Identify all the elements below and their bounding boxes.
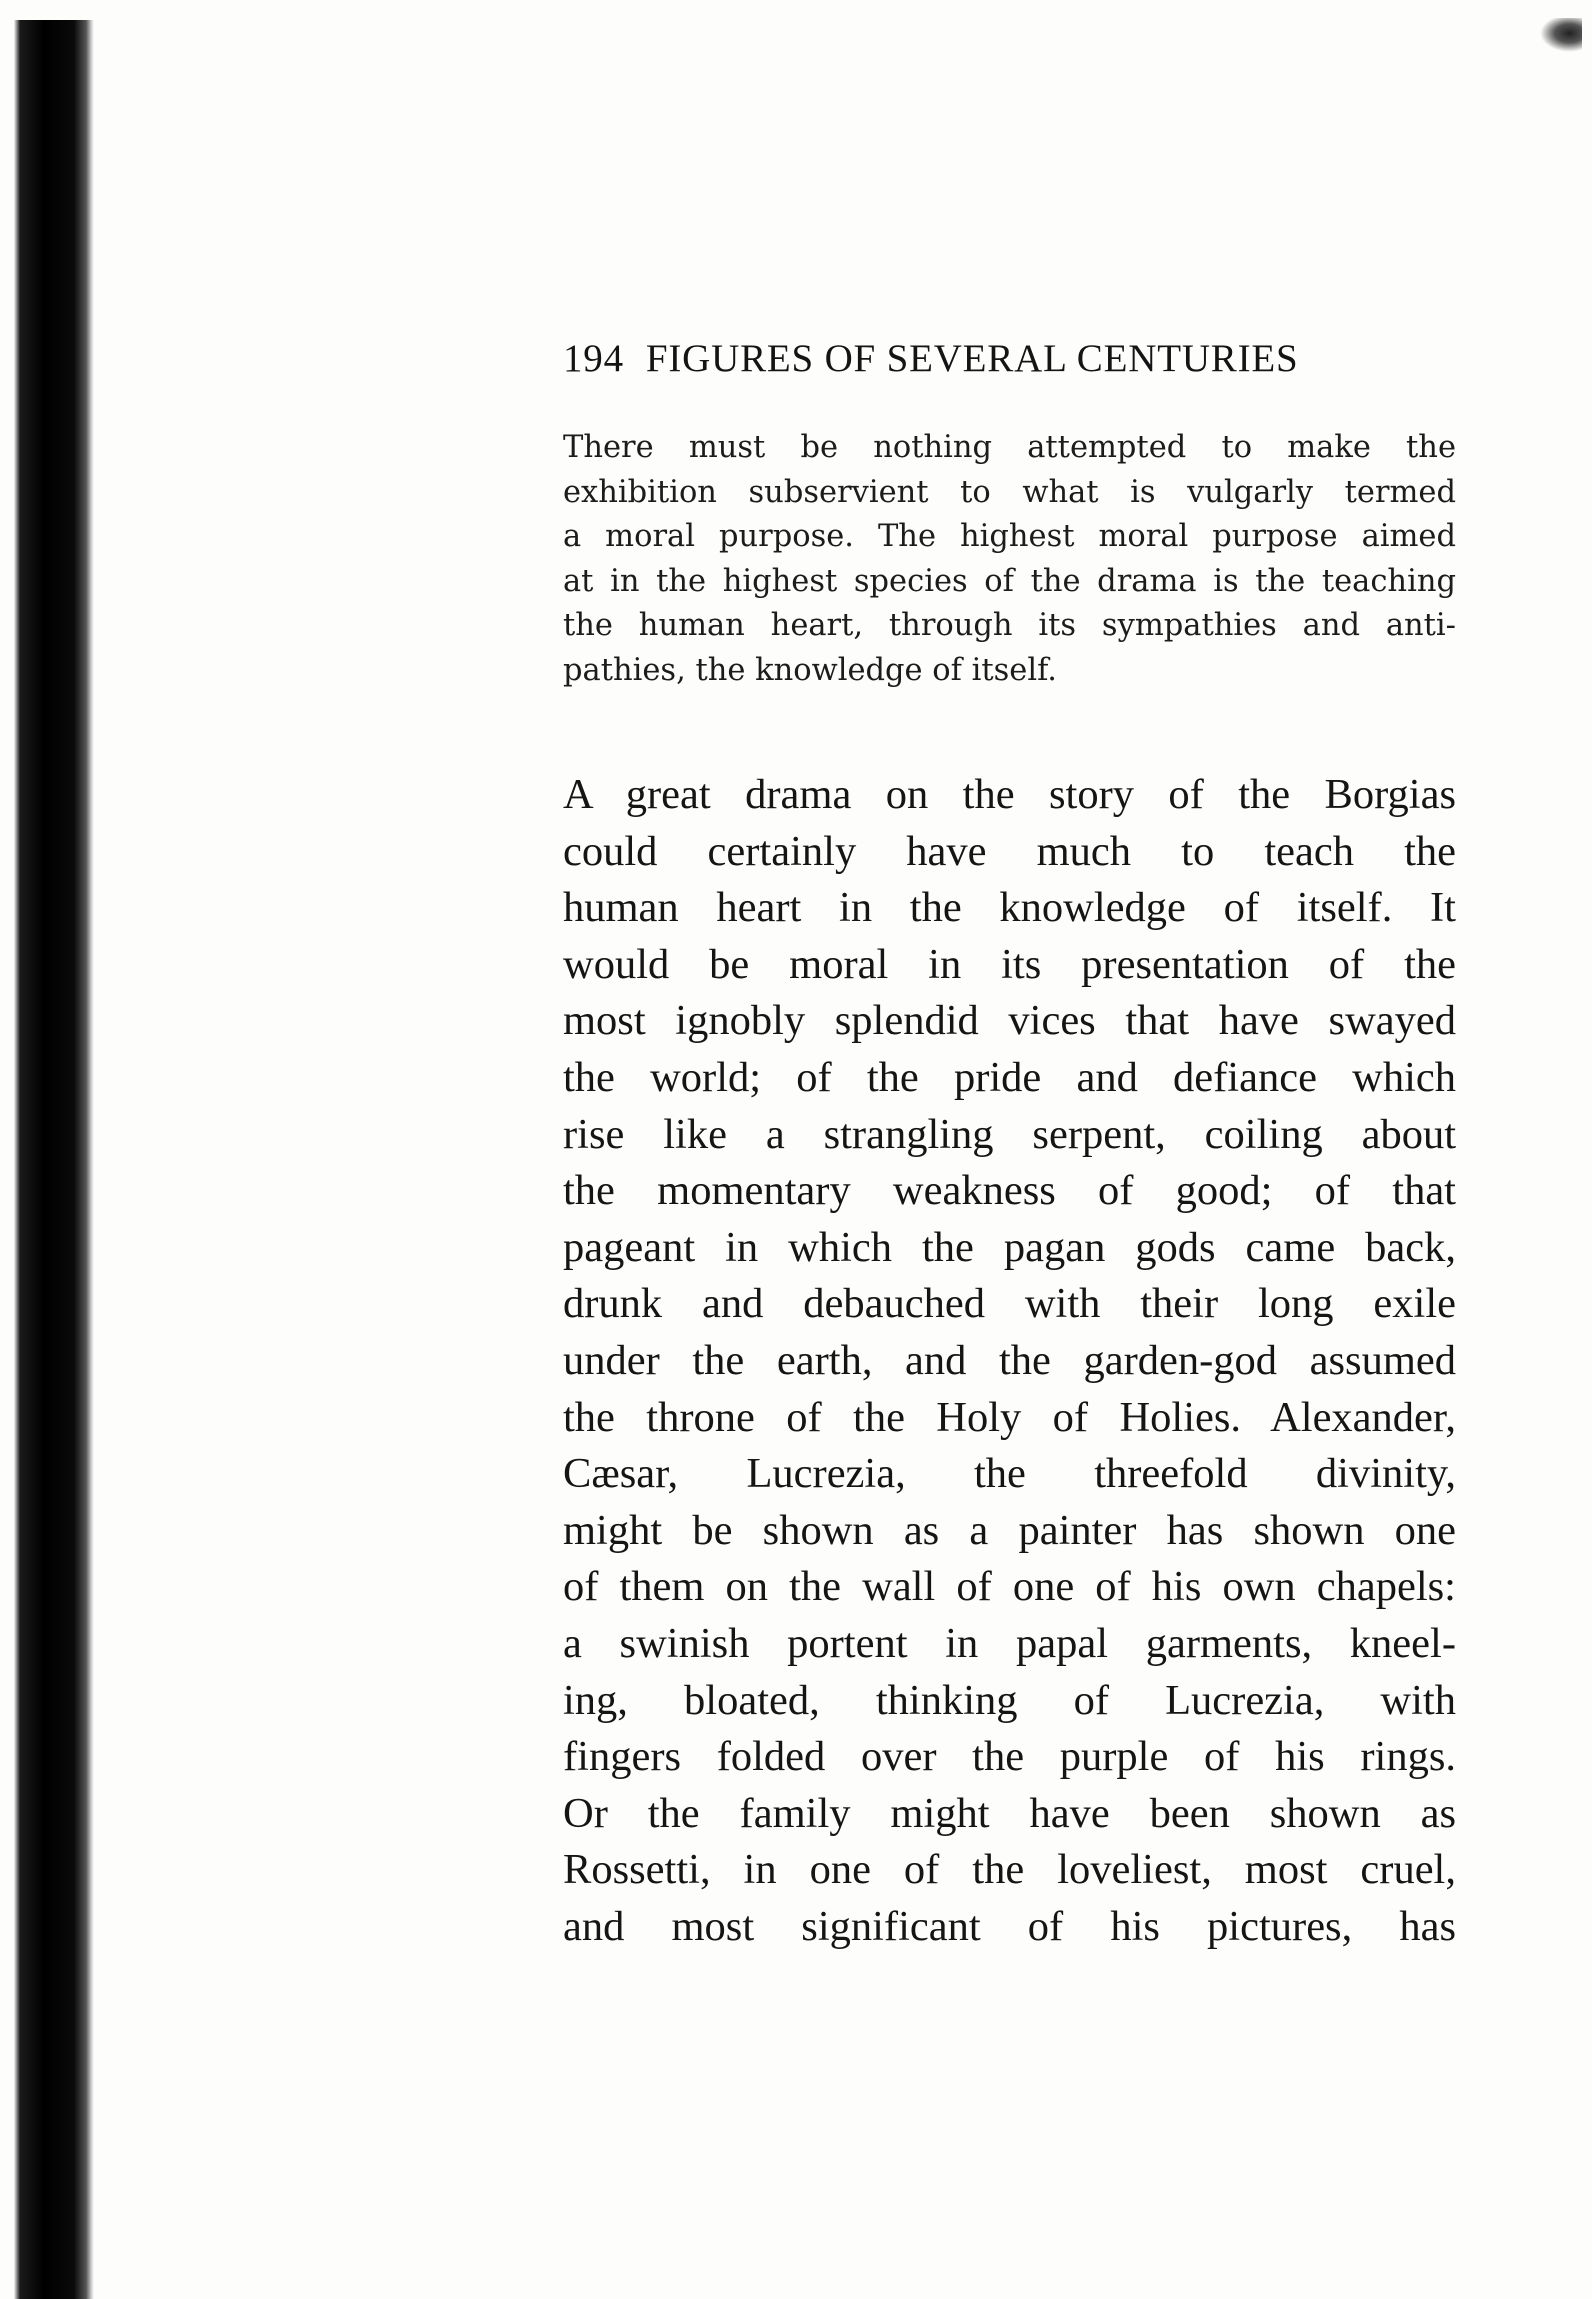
body-line: rise like a strangling serpent, coiling about [563, 1110, 1456, 1158]
body-line: Cæsar, Lucrezia, the threefold divinity, [563, 1450, 1456, 1498]
quote-line: a moral purpose. The highest moral purpose aimed [563, 519, 1456, 555]
body-line: and most significant of his pictures, has [563, 1902, 1456, 1950]
quote-line: the human heart, through its sympathies and anti- [563, 608, 1456, 644]
body-line: ing, bloated, thinking of Lucrezia, with [563, 1676, 1456, 1724]
body-line: might be shown as a painter has shown one [563, 1506, 1456, 1554]
body-line: Or the family might have been shown as [563, 1789, 1456, 1837]
body-line: fingers folded over the purple of his rings. [563, 1733, 1456, 1781]
body-line: most ignobly splendid vices that have swayed [563, 997, 1456, 1045]
binding-shadow [14, 20, 94, 2299]
body-line: drunk and debauched with their long exile [563, 1280, 1456, 1328]
block-quote [563, 426, 1456, 694]
body-line: Rossetti, in one of the loveliest, most cruel, [563, 1846, 1456, 1894]
body-line: a swinish portent in papal garments, kneel- [563, 1619, 1456, 1667]
body-line: pageant in which the pagan gods came back, [563, 1223, 1456, 1271]
body-line: human heart in the knowledge of itself. It [563, 884, 1456, 932]
body-line: A great drama on the story of the Borgias [563, 771, 1456, 818]
quote-line: exhibition subservient to what is vulgarly termed [563, 474, 1456, 510]
body-line: the throne of the Holy of Holies. Alexander, [563, 1393, 1456, 1441]
page-number: 194 [563, 337, 624, 380]
quote-line: There must be nothing attempted to make the [563, 430, 1456, 465]
body-line: the momentary weakness of good; of that [563, 1167, 1456, 1215]
corner-smudge [1540, 18, 1582, 52]
running-head-title: FIGURES OF SEVERAL CENTURIES [645, 337, 1299, 380]
running-head [563, 336, 1463, 381]
body-line: the world; of the pride and defiance which [563, 1053, 1456, 1101]
quote-line: at in the highest species of the drama is the teaching [563, 563, 1456, 599]
body-paragraph [563, 767, 1456, 1955]
body-line: would be moral in its presentation of the [563, 940, 1456, 988]
body-line: of them on the wall of one of his own chapels: [563, 1563, 1456, 1611]
body-line: could certainly have much to teach the [563, 827, 1456, 875]
quote-line: pathies, the knowledge of itself. [563, 652, 1058, 688]
body-line: under the earth, and the garden-god assumed [563, 1336, 1456, 1384]
